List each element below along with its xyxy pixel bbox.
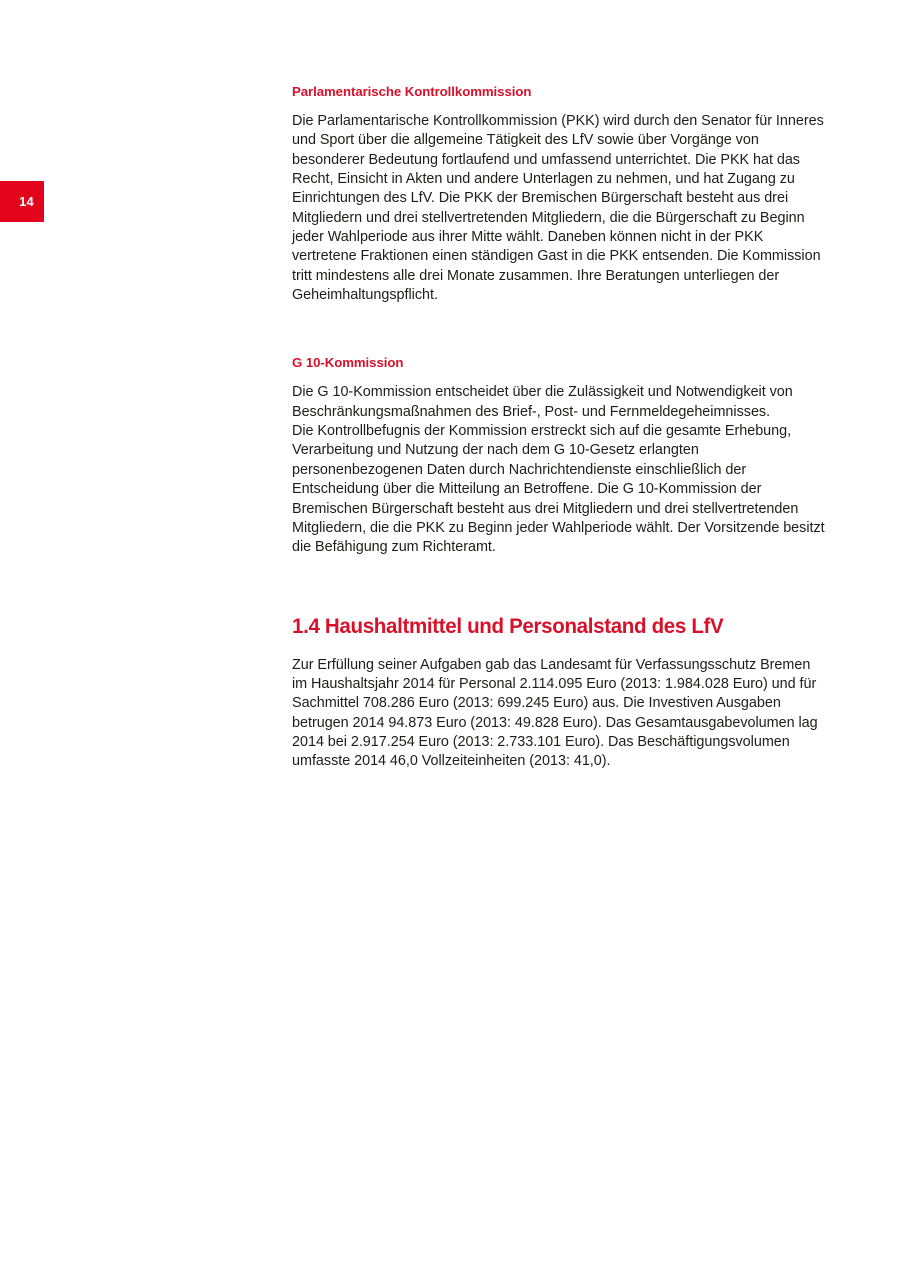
page-content — [292, 84, 826, 772]
section-spacer — [292, 305, 826, 355]
page-number-tab — [0, 181, 44, 222]
page-number-label: 14 — [19, 194, 34, 209]
heading-parlamentarische-kontrollkommission: Parlamentarische Kontrollkommission — [292, 84, 532, 99]
heading-spacer — [292, 558, 826, 614]
paragraph-pkk-1: Die Parlamentarische Kontrollkommission (PKK) wird durch den Senator für Inneres und Sport über die allgemeine Tätigkeit des LfV sowie über Vorgänge von besonderer Bedeutung fortlaufend und umfassend unterrichtet. Die PKK hat das Recht, Einsicht in Akten und andere Unterlagen zu nehmen, und hat Zugang zu Einrichtungen des LfV. Die PKK der Bremischen Bürgerschaft besteht aus drei Mitgliedern und drei stellvertretenden Mitgliedern, die die Bürgerschaft zu Beginn jeder Wahlperiode aus ihrer Mitte wählt. Daneben können nicht in der PKK vertretene Fraktionen einen ständigen Gast in die PKK entsenden. Die Kommission tritt mindestens alle drei Monate zusammen. Ihre Beratungen unterliegen der Geheimhaltungspflicht. — [292, 113, 824, 304]
heading-bottom-spacer — [292, 639, 826, 656]
paragraph-g10-2: Die Kontrollbefugnis der Kommission erstreckt sich auf die gesamte Erhebung, Verarbeitung und Nutzung der nach dem G 10-Gesetz erlangten personenbezogenen Daten durch Nachrichtendienste einschließlich der Entscheidung über die Mitteilung an Betroffene. Die G 10-Kommission der Bremischen Bürgerschaft besteht aus drei Mitgliedern und drei stellvertretenden Mitgliedern, die die PKK zu Beginn jeder Wahlperiode wählt. Der Vorsitzende besitzt die Befähigung zum Richteramt. — [292, 423, 825, 556]
heading-g10-kommission: G 10-Kommission — [292, 355, 404, 371]
section-heading-1-4: 1.4 Haushaltmittel und Personalstand des LfV — [292, 613, 724, 638]
paragraph-haushaltmittel-1: Zur Erfüllung seiner Aufgaben gab das Landesamt für Verfassungsschutz Bremen im Haushaltsjahr 2014 für Personal 2.114.095 Euro (2013: 1.984.028 Euro) und für Sachmittel 708.286 Euro (2013: 699.245 Euro) aus. Die Investiven Ausgaben betrugen 2014 94.873 Euro (2013: 49.828 Euro). Das Gesamtausgabevolumen lag 2014 bei 2.917.254 Euro (2013: 2.733.101 Euro). Das Beschäftigungsvolumen umfasste 2014 46,0 Vollzeiteinheiten (2013: 41,0). — [292, 656, 818, 770]
paragraph-g10-1: Die G 10-Kommission entscheidet über die Zulässigkeit und Notwendigkeit von Beschränkungsmaßnahmen des Brief-, Post- und Fernmeldegeheimnisses. — [292, 384, 793, 420]
